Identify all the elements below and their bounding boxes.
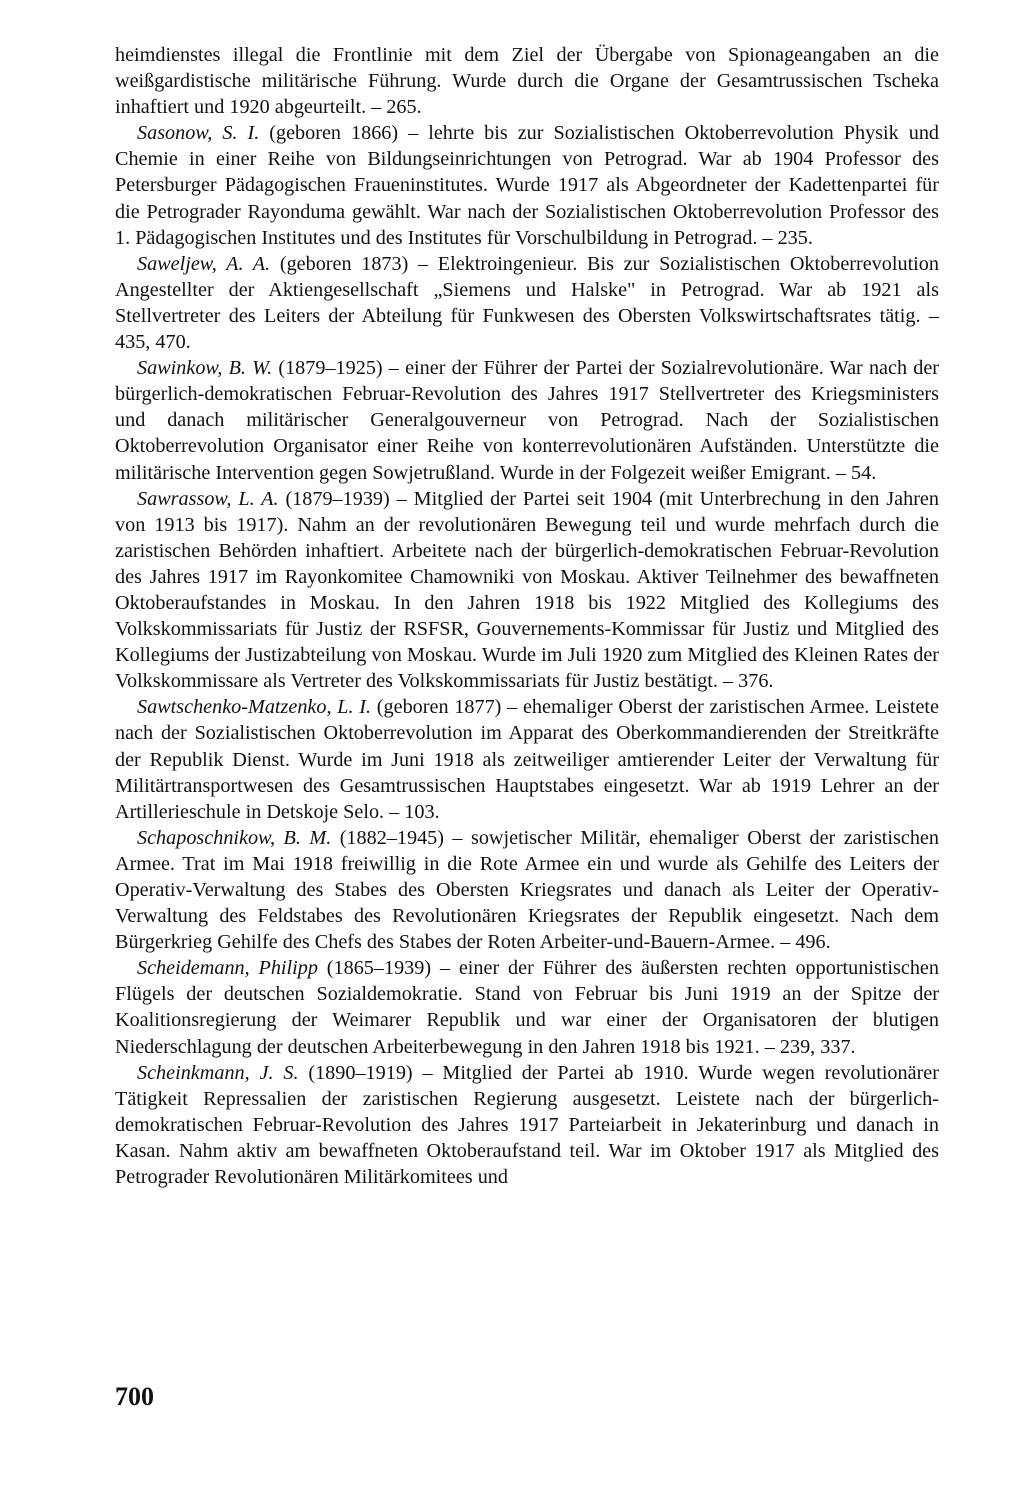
entry-name: Scheidemann, Philipp bbox=[137, 957, 318, 980]
entry-name: Sasonow, S. I. bbox=[137, 122, 260, 145]
entry-sawrassow bbox=[115, 486, 939, 695]
entries-text-block bbox=[115, 42, 939, 1190]
entry-text: (1879–1925) – einer der Führer der Partei der Sozialrevolutionäre. War nach der bürgerlich-demokratischen Februar-Revolution des Jahres 1917 Stellvertreter des Kriegsministers und danach militärischer Generalgouverneur von Petrograd. Nach der Sozialistischen Oktoberrevolution Organisator einer Reihe von konterrevolutionären Aufständen. Unterstützte die militärische Intervention gegen Sowjetrußland. Wurde in der Folgezeit weißer Emigrant. – 54. bbox=[115, 357, 940, 484]
entry-name: Saweljew, A. A. bbox=[137, 252, 271, 275]
entry-sawtschenko-matzenko bbox=[115, 694, 939, 824]
entry-text: (1882–1945) – sowjetischer Militär, ehemaliger Oberst der zaristischen Armee. Trat im Mai 1918 freiwillig in die Rote Armee ein und wurde als Gehilfe des Leiters der Operativ-Verwaltung des Stabes des Obersten Kriegsrates und danach als Leiter der Operativ-Verwaltung des Feldstabes des Revolutionären Kriegsrates der Republik eingesetzt. Nach dem Bürgerkrieg Gehilfe des Chefs des Stabes der Roten Arbeiter-und-Bauern-Armee. – 496. bbox=[115, 826, 939, 954]
entry-name: Sawrassow, L. A. bbox=[137, 487, 279, 510]
entry-scheinkmann bbox=[115, 1060, 939, 1190]
page-number: 700 bbox=[115, 1382, 154, 1411]
continuation-paragraph: heimdienstes illegal die Frontlinie mit dem Ziel der Übergabe von Spionageangaben an die weißgardistische militärische Führung. Wurde durch die Organe der Gesamtrussischen Tscheka inhaftiert und 1920 abgeurteilt. – 265. bbox=[115, 44, 939, 119]
entry-text: (geboren 1877) – ehemaliger Oberst der zaristischen Armee. Leistete nach der Sozialistischen Oktoberrevolution im Apparat des Oberkommandierenden der Streitkräfte der Republik Dienst. Wurde im Juni 1918 als zeitweiliger amtierender Leiter der Verwaltung für Militärtransportwesen des Gesamtrussischen Hauptstabes eingesetzt. War ab 1919 Lehrer an der Artillerieschule in Detskoje Selo. – 103. bbox=[115, 696, 939, 823]
entry-name: Sawinkow, B. W. bbox=[137, 357, 273, 380]
entry-name: Sawtschenko-Matzenko, L. I. bbox=[137, 696, 372, 719]
entry-text: (1890–1919) – Mitglied der Partei ab 1910. Wurde wegen revolutionärer Tätigkeit Repressalien der zaristischen Regierung ausgesetzt. Leistete nach der bürgerlich-demokratischen Februar-Revolution des Jahres 1917 Parteiarbeit in Jekaterinburg und danach in Kasan. Nahm aktiv am bewaffneten Oktoberaufstand teil. War im Oktober 1917 als Mitglied des Petrograder Revolutionären Militärkomitees und bbox=[115, 1061, 939, 1189]
entry-text: (1865–1939) – einer der Führer des äußersten rechten opportunistischen Flügels der deutschen Sozialdemokratie. Stand von Februar bis Juni 1919 an der Spitze der Koalitionsregierung der Weimarer Republik und war einer der Organisatoren der blutigen Niederschlagung der deutschen Arbeiterbewegung in den Jahren 1918 bis 1921. – 239, 337. bbox=[115, 957, 939, 1058]
entry-name: Scheinkmann, J. S. bbox=[137, 1061, 299, 1084]
entry-sasonow bbox=[115, 120, 939, 250]
entry-text: (1879–1939) – Mitglied der Partei seit 1904 (mit Unterbrechung in den Jahren von 1913 bis 1917). Nahm an der revolutionären Bewegung teil und wurde mehrfach durch die zaristischen Behörden inhaftiert. Arbeitete nach der bürgerlich-demokratischen Februar-Revolution des Jahres 1917 im Rayonkomitee Chamowniki von Moskau. Aktiver Teilnehmer des bewaffneten Oktoberaufstandes in Moskau. In den Jahren 1918 bis 1922 Mitglied des Kollegiums des Volkskommissariats für Justiz der RSFSR, Gouvernements-Kommissar für Justiz und Mitglied des Kollegiums der Justizabteilung von Moskau. Wurde im Juli 1920 zum Mitglied des Kleinen Rates der Volkskommissare als Vertreter des Volkskommissariats für Justiz bestätigt. – 376. bbox=[115, 487, 939, 693]
entry-scheidemann bbox=[115, 955, 939, 1059]
entry-name: Schaposchnikow, B. M. bbox=[137, 826, 332, 849]
entry-text: (geboren 1873) – Elektroingenieur. Bis zur Sozialistischen Oktoberrevolution Angestellter der Aktiengesellschaft „Siemens und Halske" in Petrograd. War ab 1921 als Stellvertreter des Leiters der Abteilung für Funkwesen des Obersten Volkswirtschaftsrates tätig. – 435, 470. bbox=[115, 252, 939, 354]
entry-text: (geboren 1866) – lehrte bis zur Sozialistischen Oktoberrevolution Physik und Chemie in einer Reihe von Bildungseinrichtungen von Petrograd. War ab 1904 Professor des Petersburger Pädagogischen Fraueninstitutes. Wurde 1917 als Abgeordneter der Kadettenpartei für die Petrograder Rayonduma gewählt. War nach der Sozialistischen Oktoberrevolution Professor des 1. Pädagogischen Institutes und des Institutes für Vorschulbildung in Petrograd. – 235. bbox=[115, 122, 940, 249]
entry-sawinkow bbox=[115, 355, 939, 485]
entry-saweljew bbox=[115, 251, 939, 355]
entry-schaposchnikow bbox=[115, 825, 939, 955]
